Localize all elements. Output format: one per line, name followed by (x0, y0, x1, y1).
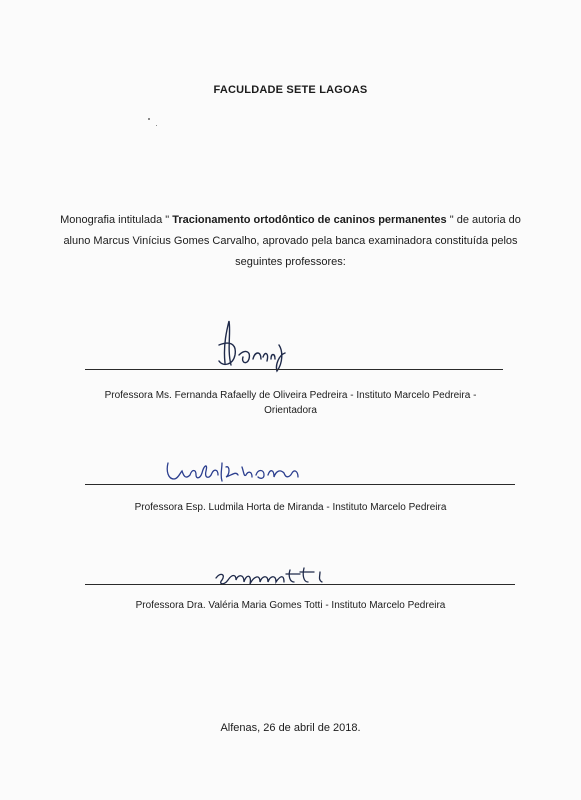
monograph-title: Tracionamento ortodôntico de caninos permanentes (169, 214, 450, 226)
examiner-2-caption (0, 500, 581, 515)
examiner-1-caption (0, 388, 581, 418)
place-and-date: Alfenas, 26 de abril de 2018. (220, 722, 361, 734)
institution-heading: FACULDADE SETE LAGOAS (213, 84, 368, 96)
signature-3-image (210, 562, 350, 590)
intro-text-after: " de autoria do aluno Marcus Vinícius Gomes Carvalho, aprovado pela banca examinadora constituída pelos seguintes professores: (63, 214, 521, 268)
examiner-2-name: Professora Esp. Ludmila Horta de Miranda - Instituto Marcelo Pedreira (134, 502, 447, 513)
examiner-1-role: Orientadora (264, 405, 317, 416)
scan-speck (156, 125, 157, 126)
examiner-3-caption (0, 598, 581, 613)
intro-text-before: Monografia intitulada " (60, 214, 170, 226)
approval-statement (60, 210, 521, 273)
examiner-3-name: Professora Dra. Valéria Maria Gomes Totti - Instituto Marcelo Pedreira (135, 600, 446, 611)
examiner-1-name: Professora Ms. Fernanda Rafaelly de Oliveira Pedreira - Instituto Marcelo Pedreira - (104, 390, 477, 401)
scan-speck (148, 118, 150, 120)
signature-1-line (85, 369, 503, 370)
signature-2-line (85, 484, 515, 485)
signature-2-image (160, 455, 310, 487)
signature-3-line (85, 584, 515, 585)
signature-1-image (205, 315, 295, 375)
